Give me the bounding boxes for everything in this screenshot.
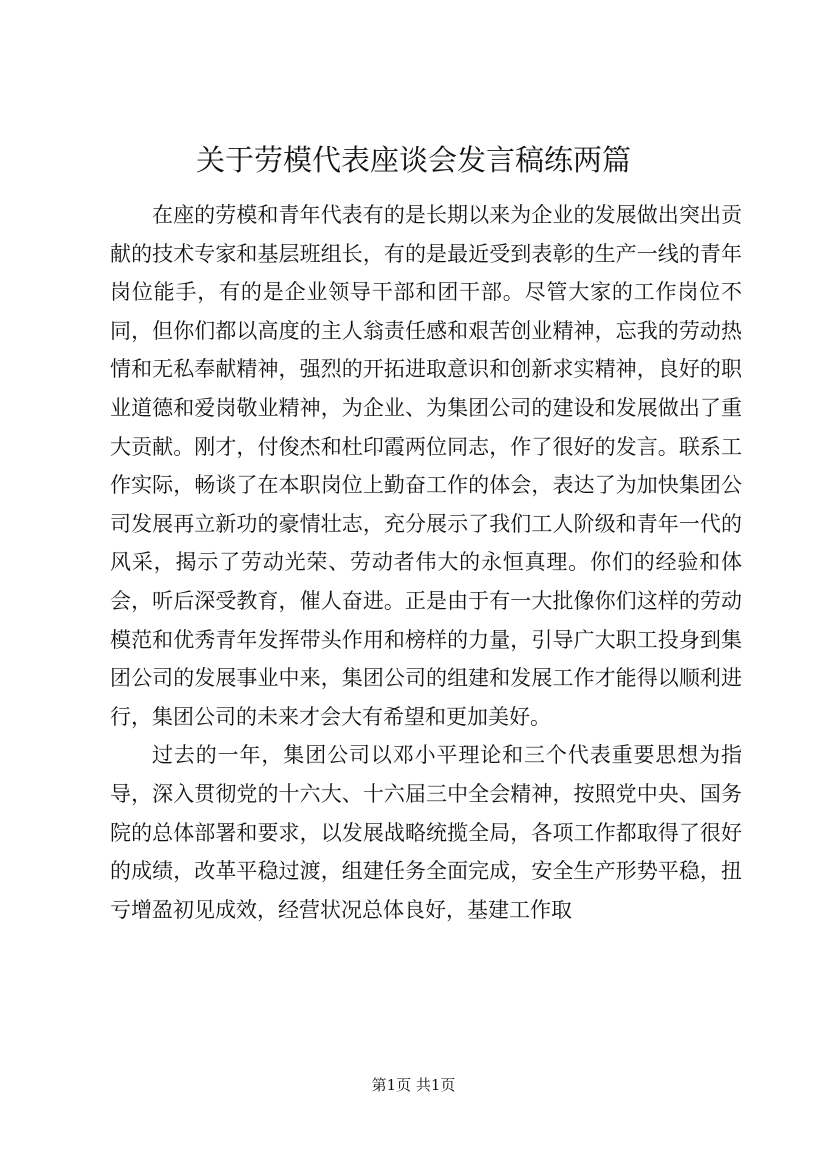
document-title: 关于劳模代表座谈会发言稿练两篇 — [195, 143, 631, 177]
document-body — [110, 196, 742, 929]
paragraph: 过去的一年，集团公司以邓小平理论和三个代表重要思想为指导，深入贯彻党的十六大、十六届三中全会精神，按照党中央、国务院的总体部署和要求，以发展战略统揽全局，各项工作都取得了很好的成绩，改革平稳过渡，组建任务全面完成，安全生产形势平稳，扭亏增盈初见成效，经营状况总体良好，基建工作取 — [110, 743, 742, 922]
page-footer: 第1页 共1页 — [371, 1076, 456, 1094]
paragraph: 在座的劳模和青年代表有的是长期以来为企业的发展做出突出贡献的技术专家和基层班组长，有的是最近受到表彰的生产一线的青年岗位能手，有的是企业领导干部和团干部。尽管大家的工作岗位不同，但你们都以高度的主人翁责任感和艰苦创业精神，忘我的劳动热情和无私奉献精神，强烈的开拓进取意识和创新求实精神，良好的职业道德和爱岗敬业精神，为企业、为集团公司的建设和发展做出了重大贡献。刚才，付俊杰和杜印霞两位同志，作了很好的发言。联系工作实际，畅谈了在本职岗位上勤奋工作的体会，表达了为加快集团公司发展再立新功的豪情壮志，充分展示了我们工人阶级和青年一代的风采，揭示了劳动光荣、劳动者伟大的永恒真理。你们的经验和体会，听后深受教育，催人奋进。正是由于有一大批像你们这样的劳动模范和优秀青年发挥带头作用和榜样的力量，引导广大职工投身到集团公司的发展事业中来，集团公司的组建和发展工作才能得以顺利进行，集团公司的未来才会大有希望和更加美好。 — [110, 203, 742, 729]
